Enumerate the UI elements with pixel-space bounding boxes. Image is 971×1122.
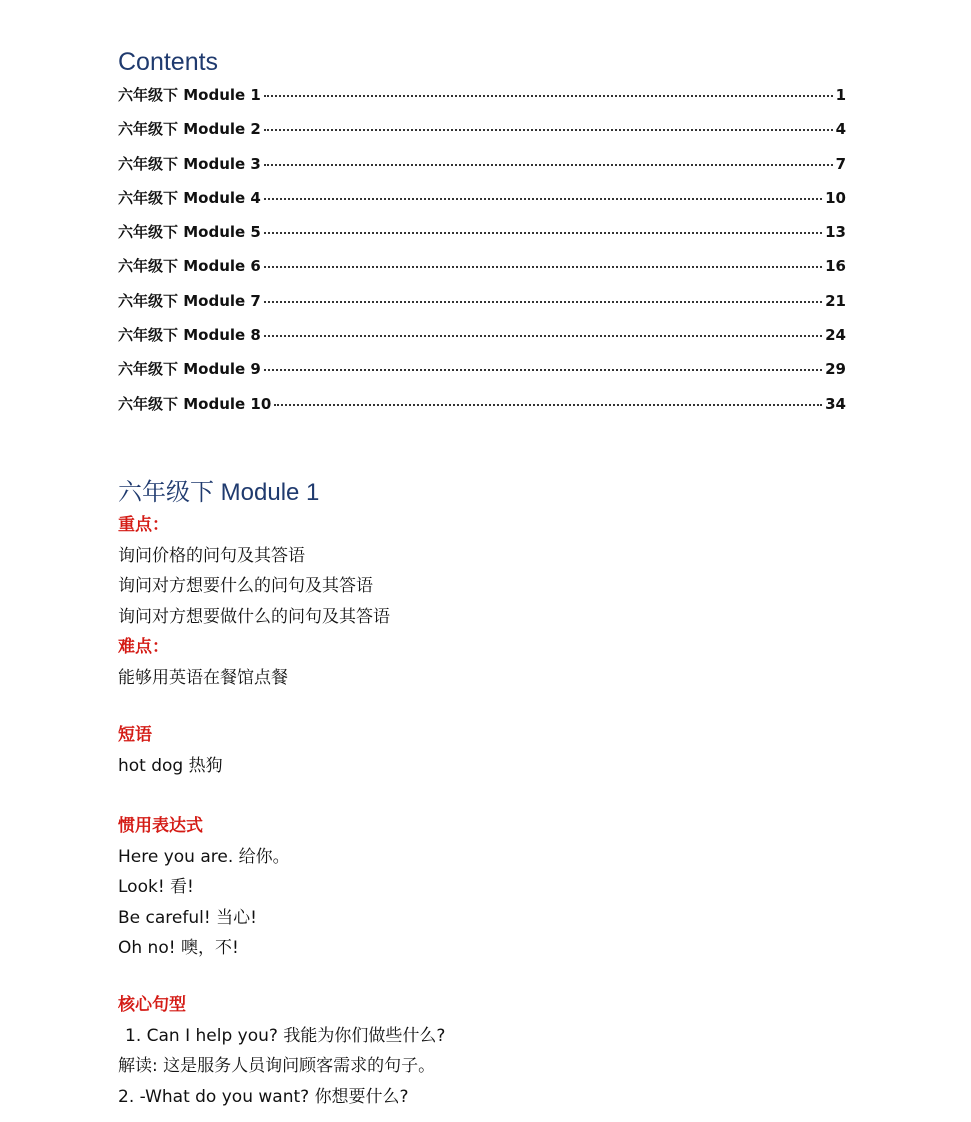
toc-dot-leader: [274, 404, 822, 406]
difficulty-item: 能够用英语在餐馆点餐: [118, 667, 288, 688]
toc-dot-leader: [264, 369, 822, 371]
toc-entry-label: 六年级下 Module 6: [118, 257, 261, 276]
core-sentences-section: [118, 990, 878, 1112]
toc-dot-leader: [264, 266, 822, 268]
toc-entry-module-1[interactable]: [118, 84, 846, 118]
toc-dot-leader: [264, 164, 833, 166]
toc-dot-leader: [264, 95, 833, 97]
toc-entry-module-7[interactable]: [118, 290, 846, 324]
key-points-section: [118, 510, 878, 693]
toc-entry-page: 21: [825, 291, 846, 310]
toc-entry-label: 六年级下 Module 9: [118, 360, 261, 379]
toc-entry-label: 六年级下 Module 3: [118, 154, 261, 173]
expression-item: Look! 看!: [118, 877, 194, 897]
toc-entry-label: 六年级下 Module 5: [118, 223, 261, 242]
toc-entry-label: 六年级下 Module 10: [118, 394, 272, 413]
core-sentences-heading: 核心句型: [118, 995, 186, 1015]
core-sentence-item: 2. -What do you want? 你想要什么?: [118, 1086, 409, 1107]
toc-dot-leader: [264, 198, 822, 200]
expressions-heading: 惯用表达式: [118, 816, 203, 836]
key-point-item: 询问价格的问句及其答语: [118, 545, 305, 566]
key-point-item: 询问对方想要什么的问句及其答语: [118, 576, 373, 596]
phrases-heading: 短语: [118, 725, 152, 745]
difficulties-heading: 难点：: [118, 637, 169, 657]
toc-entry-page: 7: [835, 154, 846, 173]
toc-dot-leader: [264, 129, 833, 131]
expression-item: Here you are. 给你。: [118, 846, 290, 867]
toc-entry-label: 六年级下 Module 7: [118, 291, 261, 310]
section-title: 六年级下 Module 1: [118, 479, 320, 506]
core-sentence-explanation: 解读: 这是服务人员询问顾客需求的句子。: [118, 1056, 436, 1076]
toc-entry-page: 4: [835, 120, 846, 139]
toc-dot-leader: [264, 232, 822, 234]
toc-entry-page: 34: [825, 394, 846, 413]
toc-title: Contents: [118, 48, 219, 76]
toc-dot-leader: [264, 335, 822, 337]
toc-entry-label: 六年级下 Module 2: [118, 120, 261, 139]
toc-entry-module-2[interactable]: [118, 118, 846, 152]
toc-entry-module-3[interactable]: [118, 153, 846, 187]
toc-entry-module-10[interactable]: [118, 393, 846, 427]
toc-entry-label: 六年级下 Module 1: [118, 86, 261, 104]
toc-entry-page: 13: [825, 223, 846, 242]
toc-entry-page: 16: [825, 257, 846, 276]
toc-entry-page: 10: [825, 188, 846, 207]
core-sentence-item: 1. Can I help you? 我能为你们做些什么?: [125, 1025, 446, 1046]
expression-item: Be careful! 当心!: [118, 907, 257, 928]
toc-entry-page: 24: [825, 326, 846, 345]
toc-dot-leader: [264, 301, 822, 303]
phrases-section: [118, 720, 878, 781]
toc-entry-module-5[interactable]: [118, 221, 846, 255]
toc-entry-module-8[interactable]: [118, 324, 846, 358]
toc-entry-page: 1: [835, 86, 846, 104]
toc-entry-module-6[interactable]: [118, 255, 846, 289]
expression-item: Oh no! 噢，不!: [118, 938, 239, 958]
toc-entry-label: 六年级下 Module 8: [118, 326, 261, 345]
phrase-item: hot dog 热狗: [118, 755, 223, 776]
key-point-item: 询问对方想要做什么的问句及其答语: [118, 606, 390, 627]
toc-entry-page: 29: [825, 360, 846, 379]
toc-entry-label: 六年级下 Module 4: [118, 188, 261, 207]
table-of-contents: [118, 84, 846, 427]
expressions-section: [118, 811, 878, 964]
toc-entry-module-9[interactable]: [118, 358, 846, 392]
toc-entry-module-4[interactable]: [118, 187, 846, 221]
key-points-heading: 重点：: [118, 515, 169, 535]
